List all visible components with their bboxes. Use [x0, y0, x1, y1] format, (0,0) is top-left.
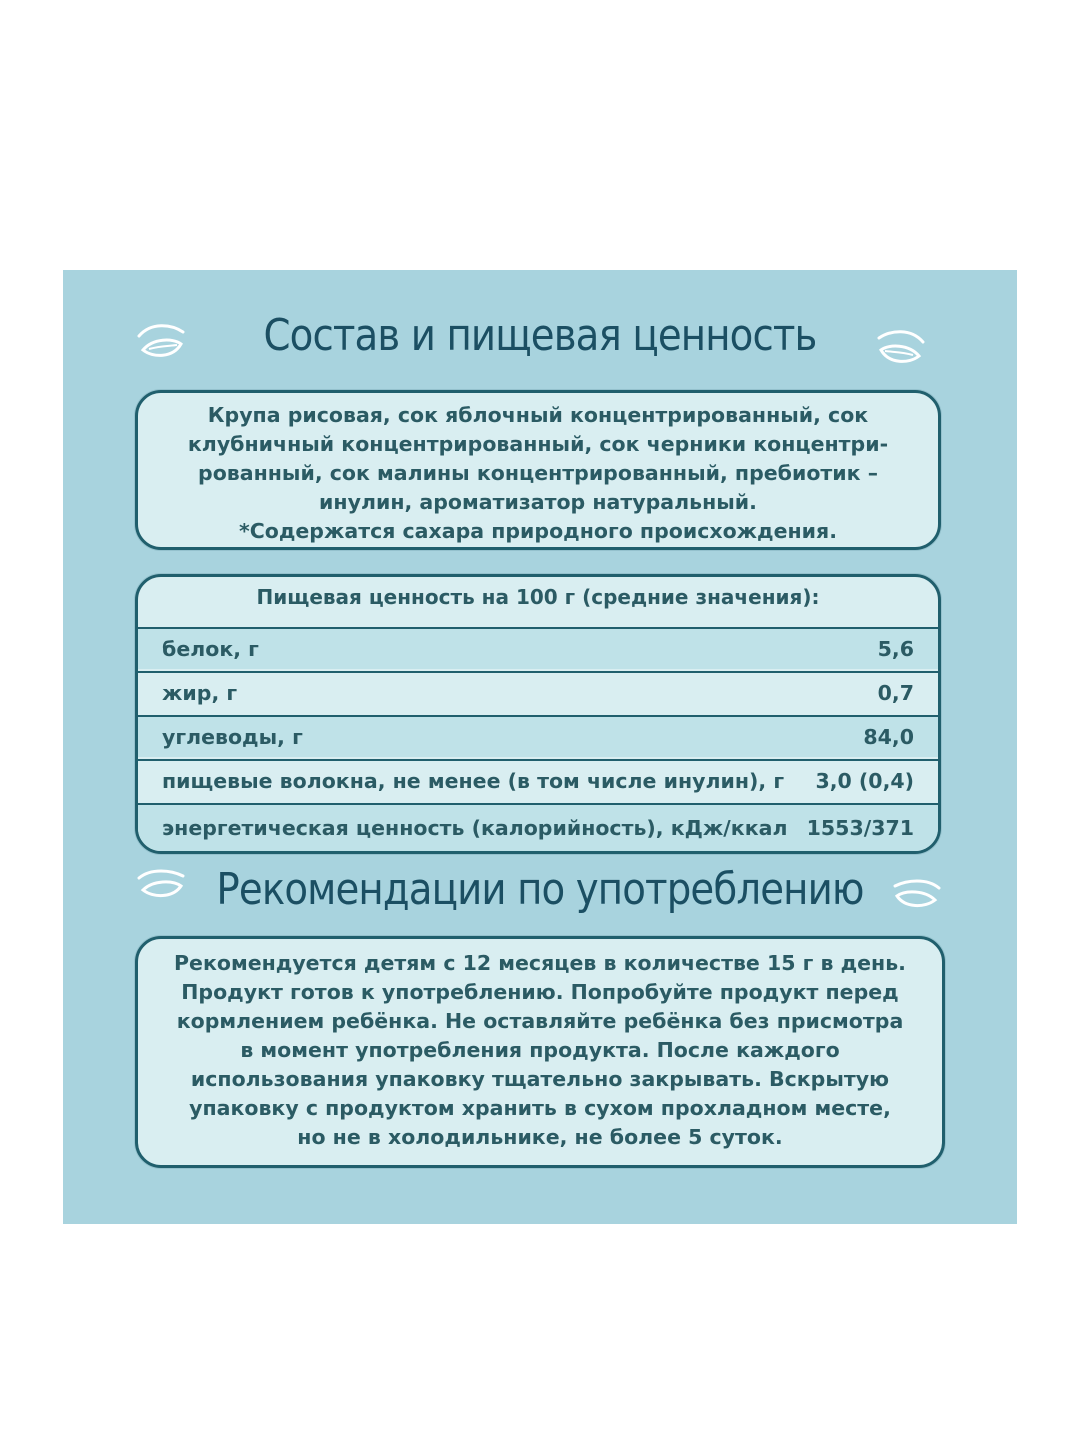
composition-line: инулин, ароматизатор натуральный.: [319, 490, 757, 514]
nutrition-table: [135, 574, 941, 854]
nutrient-value: 1553/371: [806, 816, 914, 840]
recommendation-line: использования упаковку тщательно закрывать. Вскрытую: [190, 1067, 890, 1091]
nutrition-row: [138, 671, 938, 713]
composition-title: Состав и пищевая ценность: [263, 310, 817, 361]
nutrient-label: энергетическая ценность (калорийность), кДж/ккал: [162, 816, 788, 840]
recommendation-line: упаковку с продуктом хранить в сухом прохладном месте,: [189, 1096, 891, 1120]
nutrient-label: пищевые волокна, не менее (в том числе инулин), г: [162, 769, 785, 793]
nutrient-value: 5,6: [877, 637, 914, 661]
nutrient-value: 3,0 (0,4): [815, 769, 914, 793]
nutrient-label: белок, г: [162, 637, 259, 661]
composition-line: клубничный концентрированный, сок черники концентри-: [187, 432, 889, 456]
composition-line: рованный, сок малины концентрированный, пребиотик –: [198, 461, 878, 485]
recommendation-line: кормлением ребёнка. Не оставляйте ребёнка без присмотра: [176, 1009, 904, 1033]
leaf-icon: [875, 320, 927, 370]
composition-line: Крупа рисовая, сок яблочный концентрированный, сок: [207, 403, 869, 427]
recommendations-title: Рекомендации по употреблению: [216, 864, 864, 915]
nutrient-label: жир, г: [162, 681, 238, 705]
nutrient-value: 0,7: [877, 681, 914, 705]
nutrition-row: [138, 715, 938, 757]
info-panel: [63, 270, 1017, 1224]
nutrient-label: углеводы, г: [162, 725, 303, 749]
nutrient-value: 84,0: [863, 725, 914, 749]
recommendation-line: но не в холодильнике, не более 5 суток.: [297, 1125, 783, 1149]
sugar-note: *Содержатся сахара природного происхождения.: [238, 519, 837, 543]
recommendation-line: Продукт готов к употреблению. Попробуйте продукт перед: [181, 980, 899, 1004]
nutrition-row: [138, 759, 938, 801]
nutrition-row: [138, 803, 938, 851]
leaf-icon: [891, 874, 943, 914]
recommendations-box: [135, 936, 945, 1168]
nutrition-header: Пищевая ценность на 100 г (средние значения):: [256, 585, 820, 609]
recommendation-line: в момент употребления продукта. После каждого: [240, 1038, 840, 1062]
nutrition-row: [138, 627, 938, 669]
composition-box: [135, 390, 941, 550]
recommendation-line: Рекомендуется детям с 12 месяцев в количестве 15 г в день.: [174, 951, 906, 975]
